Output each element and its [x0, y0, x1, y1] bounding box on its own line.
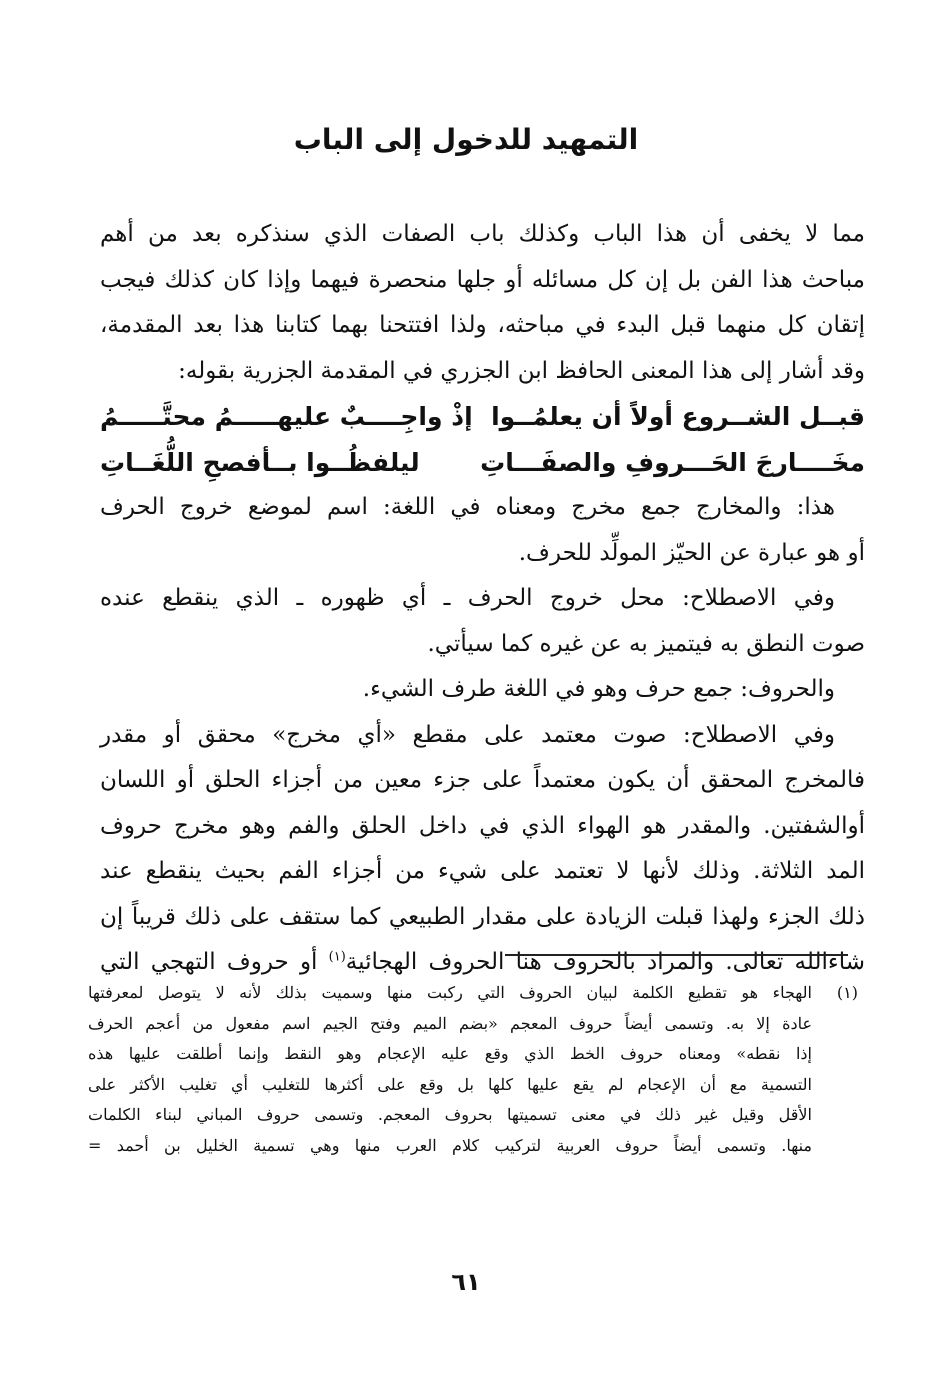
footnote-line: التسمية مع أن الإعجام لم يقع عليها كلها بل وقع على أكثرها للتغليب أي تغليب الأكثر على [88, 1074, 812, 1094]
text-line: مباحث هذا الفن بل إن كل مسائله أو جلها منحصرة فيهما وإذا كان كذلك فيجب [100, 266, 865, 293]
text-line: أو هو عبارة عن الحيّز المولِّد للحرف. [518, 539, 865, 566]
text-fragment: أو حروف التهجي التي [100, 949, 329, 975]
footnote-separator [505, 954, 848, 956]
main-text [100, 212, 865, 986]
paragraph-intro [100, 212, 865, 394]
text-line: والحروف: جمع حرف وهو في اللغة طرف الشيء. [362, 676, 835, 702]
footnote-reference[interactable]: (١) [328, 949, 346, 965]
paragraph-huruf-istilah [100, 713, 865, 986]
footnote-line: عادة إلا به. وتسمى أيضاً حروف المعجم «بضم الميم وفتح الجيم اسم مفعول من أعجم الحرف [88, 1013, 812, 1033]
text-line: المد الثلاثة. وذلك لأنها لا تعتمد على شيء من أجزاء الفم بحيث ينقطع عند [100, 858, 865, 884]
footnote [88, 978, 858, 1161]
footnote-line: منها. وتسمى أيضاً حروف العربية لتركيب كلام العرب منها وهي تسمية الخليل بن أحمد = [88, 1135, 812, 1155]
text-line: وفي الاصطلاح: محل خروج الحرف ـ أي ظهوره ـ الذي ينقطع عنده [100, 585, 835, 611]
page-number: ٦١ [451, 1268, 481, 1296]
footnote-line: إذا نقطه» ومعناه حروف الخط الذي وقع عليه الإعجام وهو النقط وإنما أطلقت عليها هذه [88, 1044, 812, 1063]
text-line: هذا: والمخارج جمع مخرج ومعناه في اللغة: اسم لموضع خروج الحرف [100, 494, 835, 520]
paragraph-makharij [100, 485, 865, 576]
verse-line [100, 440, 865, 486]
footnote-line: الهجاء هو تقطيع الكلمة لبيان الحروف التي ركبت منها وسميت بذلك لأنه لا يتوصل لمعرفتها [88, 983, 812, 1002]
page-title: التمهيد للدخول إلى الباب [293, 123, 639, 156]
verse-hemistich-left: ليلفظُــوا بــأفصحِ اللُّغَــاتِ [100, 447, 420, 477]
verse-hemistich-right: قبــل الشــروع أولاً أن يعلمُــوا [491, 402, 865, 431]
text-line: وقد أشار إلى هذا المعنى الحافظ ابن الجزري في المقدمة الجزرية بقوله: [178, 357, 865, 384]
text-line: فالمخرج المحقق أن يكون معتمداً على جزء معين من أجزاء الحلق أو اللسان [100, 767, 865, 793]
verse-hemistich-left: إذْ واجِــــبٌ عليهـــــمُ محتَّـــــمُ [100, 402, 473, 431]
footnote-number: (١) [836, 983, 858, 1002]
text-line: أوالشفتين. والمقدر هو الهواء الذي في داخل الحلق والفم وهو مخرج حروف [100, 812, 865, 839]
footnote-line: الأقل وقيل غير ذلك في معنى تسميتها بحروف المعجم. وتسمى حروف المباني لبناء الكلمات [88, 1105, 813, 1124]
footnotes [88, 978, 858, 1161]
text-line: وفي الاصطلاح: صوت معتمد على مقطع «أي مخرج» محقق أو مقدر [100, 721, 835, 748]
paragraph-huruf [100, 667, 865, 713]
paragraph-istilah [100, 576, 865, 667]
text-line: ذلك الجزء ولهذا قبلت الزيادة على مقدار الطبيعي كما ستقف على ذلك قريباً إن [100, 903, 865, 930]
text-line: إتقان كل منهما قبل البدء في مباحثه، ولذا افتتحنا بهما كتابنا هذا بعد المقدمة، [100, 312, 865, 338]
text-fragment: شاءالله تعالى. والمراد بالحروف هنا الحروف الهجائية [345, 949, 865, 975]
verse-hemistich-right: مخَــــارجَ الحَـــروفِ والصفَـــاتِ [480, 447, 865, 477]
text-line: مما لا يخفى أن هذا الباب وكذلك باب الصفات الذي سنذكره بعد من أهم [100, 221, 865, 247]
verse-line [100, 394, 865, 440]
text-line: صوت النطق به فيتميز به عن غيره كما سيأتي. [427, 630, 865, 657]
